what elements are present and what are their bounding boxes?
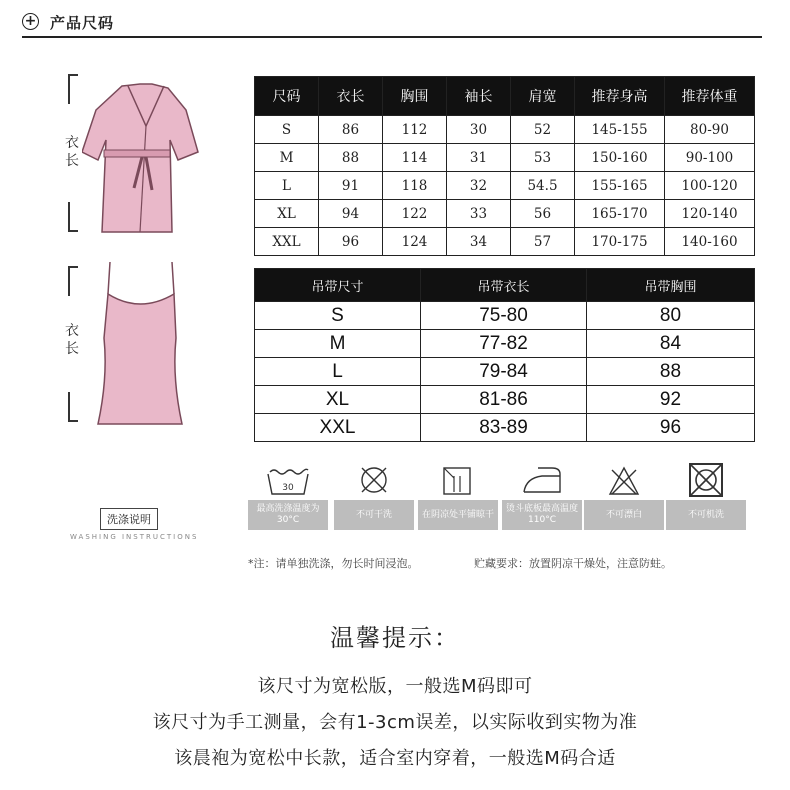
care-note-storage: 贮藏要求：放置阴凉干燥处，注意防蛀。	[474, 557, 672, 570]
table-row	[255, 172, 755, 200]
care-note-wash: *注：请单独洗涤，勿长时间浸泡。	[248, 557, 419, 570]
robe-header-cell: 胸围	[383, 77, 447, 116]
robe-cell: L	[255, 172, 319, 200]
robe-cell: 56	[511, 200, 575, 228]
robe-size-table	[254, 76, 755, 256]
slip-cell: S	[255, 302, 421, 330]
slip-cell: 84	[587, 330, 755, 358]
tip-line: 该尺寸为宽松版，一般选M码即可	[257, 676, 533, 697]
slip-cell: 92	[587, 386, 755, 414]
slip-length-label: 衣长	[65, 323, 79, 357]
robe-cell: 120-140	[665, 200, 755, 228]
slip-cell: 75-80	[421, 302, 587, 330]
robe-header-cell: 推荐身高	[575, 77, 665, 116]
robe-cell: 100-120	[665, 172, 755, 200]
robe-cell: 165-170	[575, 200, 665, 228]
slip-cell: 83-89	[421, 414, 587, 442]
care-label: 不可干洗	[334, 500, 414, 530]
robe-cell: 94	[319, 200, 383, 228]
table-row	[255, 414, 755, 442]
slip-cell: 79-84	[421, 358, 587, 386]
slip-cell: 80	[587, 302, 755, 330]
robe-cell: 118	[383, 172, 447, 200]
table-row	[255, 302, 755, 330]
slip-cell: 88	[587, 358, 755, 386]
robe-cell: 86	[319, 116, 383, 144]
slip-image	[90, 258, 190, 430]
robe-cell: 90-100	[665, 144, 755, 172]
robe-header-cell: 肩宽	[511, 77, 575, 116]
slip-header-cell: 吊带衣长	[421, 269, 587, 302]
robe-cell: 31	[447, 144, 511, 172]
table-row	[255, 358, 755, 386]
tip-line: 该尺寸为手工测量，会有1-3cm误差，以实际收到实物为准	[152, 712, 638, 733]
slip-cell: M	[255, 330, 421, 358]
table-row	[255, 386, 755, 414]
robe-header-cell: 推荐体重	[665, 77, 755, 116]
care-item-wash-30	[248, 462, 328, 530]
washing-label-en: WASHING INSTRUCTIONS	[70, 533, 199, 541]
iron-icon	[502, 462, 582, 498]
robe-cell: 114	[383, 144, 447, 172]
slip-header-cell: 吊带胸围	[587, 269, 755, 302]
robe-cell: 54.5	[511, 172, 575, 200]
robe-cell: 122	[383, 200, 447, 228]
robe-cell: 155-165	[575, 172, 665, 200]
care-label: 不可机洗	[666, 500, 746, 530]
table-row	[255, 200, 755, 228]
robe-cell: 112	[383, 116, 447, 144]
slip-cell: 77-82	[421, 330, 587, 358]
wash-30-icon	[248, 462, 328, 498]
slip-size-table	[254, 268, 755, 442]
robe-cell: 80-90	[665, 116, 755, 144]
shade-dry-icon	[418, 462, 498, 498]
robe-header-cell: 衣长	[319, 77, 383, 116]
table-row	[255, 144, 755, 172]
care-label: 在阴凉处平铺晾干	[418, 500, 498, 530]
robe-cell: XXL	[255, 228, 319, 256]
care-item-no-dryclean	[334, 462, 414, 530]
washing-label: 洗涤说明	[100, 508, 158, 530]
care-item-iron	[502, 462, 582, 530]
tips-title: 温馨提示：	[330, 624, 460, 652]
table-row	[255, 228, 755, 256]
section-header	[22, 10, 762, 38]
slip-cell: L	[255, 358, 421, 386]
robe-image	[82, 80, 202, 240]
svg-text:30: 30	[282, 483, 294, 493]
robe-cell: 170-175	[575, 228, 665, 256]
care-item-no-bleach	[584, 462, 664, 530]
robe-cell: 32	[447, 172, 511, 200]
robe-cell: 52	[511, 116, 575, 144]
robe-cell: 96	[319, 228, 383, 256]
care-item-no-machine-wash	[666, 462, 746, 530]
care-label: 最高洗涤温度为30°C	[248, 500, 328, 530]
slip-header-cell: 吊带尺寸	[255, 269, 421, 302]
robe-cell: 91	[319, 172, 383, 200]
robe-length-label: 衣长	[65, 135, 79, 169]
no-bleach-icon	[584, 462, 664, 498]
no-dryclean-icon	[334, 462, 414, 498]
robe-cell: 150-160	[575, 144, 665, 172]
robe-cell: M	[255, 144, 319, 172]
tip-line: 该晨袍为宽松中长款，适合室内穿着，一般选M码合适	[174, 748, 616, 769]
robe-cell: 30	[447, 116, 511, 144]
robe-cell: 145-155	[575, 116, 665, 144]
robe-cell: 57	[511, 228, 575, 256]
slip-cell: XL	[255, 386, 421, 414]
robe-cell: XL	[255, 200, 319, 228]
robe-cell: S	[255, 116, 319, 144]
care-item-shade-dry	[418, 462, 498, 530]
plus-circle-icon: +	[22, 13, 39, 30]
no-machine-wash-icon	[666, 462, 746, 498]
care-label: 烫斗底板最高温度110°C	[502, 500, 582, 530]
slip-cell: 81-86	[421, 386, 587, 414]
care-label: 不可漂白	[584, 500, 664, 530]
robe-cell: 124	[383, 228, 447, 256]
robe-header-cell: 尺码	[255, 77, 319, 116]
robe-cell: 53	[511, 144, 575, 172]
table-row	[255, 330, 755, 358]
slip-cell: 96	[587, 414, 755, 442]
robe-header-cell: 袖长	[447, 77, 511, 116]
robe-cell: 34	[447, 228, 511, 256]
robe-cell: 88	[319, 144, 383, 172]
robe-cell: 33	[447, 200, 511, 228]
robe-cell: 140-160	[665, 228, 755, 256]
table-row	[255, 116, 755, 144]
section-title: 产品尺码	[50, 14, 115, 32]
slip-cell: XXL	[255, 414, 421, 442]
